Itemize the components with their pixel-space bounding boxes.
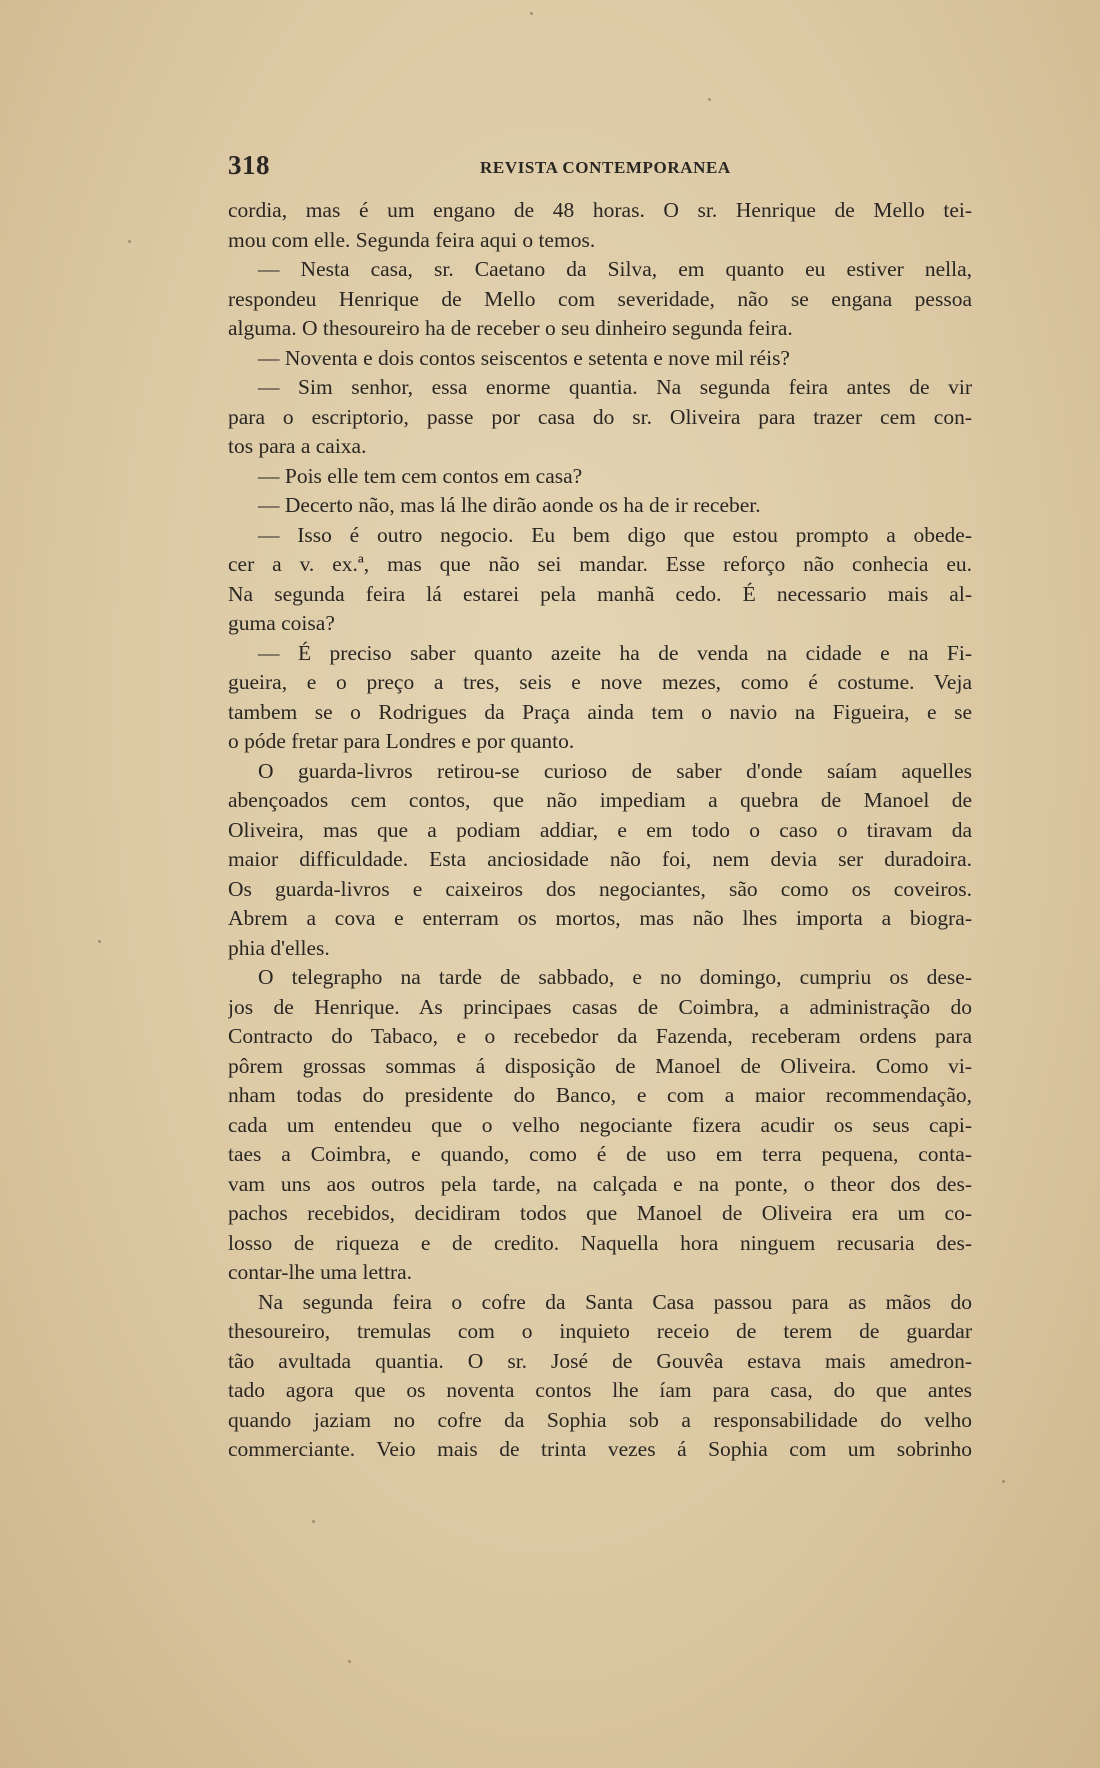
text-line: tambem se o Rodrigues da Praça ainda tem o navio na Figueira, e se — [228, 699, 972, 724]
text-line: — Noventa e dois contos seiscentos e setenta e nove mil réis? — [258, 345, 790, 370]
text-line: — Sim senhor, essa enorme quantia. Na segunda feira antes de vir — [258, 375, 972, 399]
text-line: — Pois elle tem cem contos em casa? — [258, 463, 583, 488]
text-line: taes a Coimbra, e quando, como é de uso em terra pequena, conta- — [228, 1142, 972, 1166]
text-line: phia d'elles. — [228, 935, 330, 960]
text-line: — Decerto não, mas lá lhe dirão aonde os ha de ir receber. — [258, 493, 761, 517]
text-line: pôrem grossas sommas á disposição de Manoel de Oliveira. Como vi- — [228, 1053, 972, 1078]
text-line: mou com elle. Segunda feira aqui o temos. — [228, 227, 596, 252]
text-line: quando jaziam no cofre da Sophia sob a responsabilidade do velho — [228, 1407, 972, 1432]
text-line: O guarda-livros retirou-se curioso de saber d'onde saíam aquelles — [258, 758, 972, 783]
page-header — [228, 150, 972, 184]
text-line: para o escriptorio, passe por casa do sr. Oliveira para trazer cem con- — [228, 404, 972, 429]
text-line: O telegrapho na tarde de sabbado, e no domingo, cumpriu os dese- — [258, 965, 972, 989]
text-line: losso de riqueza e de credito. Naquella hora ninguem recusaria des- — [228, 1230, 972, 1255]
text-line: Os guarda-livros e caixeiros dos negociantes, são como os coveiros. — [228, 876, 972, 901]
text-line: nham todas do presidente do Banco, e com a maior recommendação, — [228, 1083, 972, 1107]
text-line: cordia, mas é um engano de 48 horas. O sr. Henrique de Mello tei- — [228, 198, 972, 222]
text-line: vam uns aos outros pela tarde, na calçada e na ponte, o theor dos des- — [228, 1171, 972, 1196]
running-title: REVISTA CONTEMPORANEA — [480, 158, 731, 177]
paper-speck — [98, 940, 101, 943]
text-line: maior difficuldade. Esta anciosidade não foi, nem devia ser duradoira. — [228, 847, 972, 871]
text-line: thesoureiro, tremulas com o inquieto receio de terem de guardar — [228, 1319, 972, 1343]
text-line: — Isso é outro negocio. Eu bem digo que estou prompto a obede- — [258, 522, 972, 547]
paper-speck — [348, 1660, 351, 1663]
text-line: cer a v. ex.ª, mas que não sei mandar. Esse reforço não conhecia eu. — [228, 552, 972, 576]
body-text — [228, 196, 972, 1465]
text-line: tado agora que os noventa contos lhe íam para casa, do que antes — [228, 1378, 972, 1402]
text-line: guma coisa? — [228, 611, 335, 635]
text-line: Na segunda feira o cofre da Santa Casa passou para as mãos do — [258, 1289, 972, 1314]
paper-speck — [1002, 1480, 1005, 1483]
text-line: — Nesta casa, sr. Caetano da Silva, em quanto eu estiver nella, — [258, 257, 972, 281]
text-line: pachos recebidos, decidiram todos que Manoel de Oliveira era um co- — [228, 1201, 972, 1225]
text-line: Abrem a cova e enterram os mortos, mas não lhes importa a biogra- — [228, 906, 972, 930]
text-line: Oliveira, mas que a podiam addiar, e em todo o caso o tiravam da — [228, 817, 972, 842]
page-number: 318 — [228, 150, 270, 180]
paper-speck — [128, 240, 131, 243]
text-line: jos de Henrique. As principaes casas de Coimbra, a administração do — [228, 994, 972, 1019]
text-line: contar-lhe uma lettra. — [228, 1260, 413, 1284]
text-line: gueira, e o preço a tres, seis e nove mezes, como é costume. Veja — [228, 670, 972, 694]
text-line: respondeu Henrique de Mello com severidade, não se engana pessoa — [228, 286, 972, 311]
text-line: commerciante. Veio mais de trinta vezes á Sophia com um sobrinho — [228, 1437, 972, 1461]
text-line: tos para a caixa. — [228, 434, 367, 458]
text-line: o póde fretar para Londres e por quanto. — [228, 729, 575, 753]
text-line: — É preciso saber quanto azeite ha de venda na cidade e na Fi- — [258, 640, 972, 665]
paper-speck — [312, 1520, 315, 1523]
text-line: Na segunda feira lá estarei pela manhã cedo. É necessario mais al- — [228, 581, 972, 606]
paper-speck — [530, 12, 533, 15]
paper-speck — [708, 98, 711, 101]
text-line: cada um entendeu que o velho negociante fizera acudir os seus capi- — [228, 1112, 972, 1137]
text-line: abençoados cem contos, que não impediam a quebra de Manoel de — [228, 788, 972, 812]
text-line: tão avultada quantia. O sr. José de Gouvêa estava mais amedron- — [228, 1348, 972, 1373]
text-line: alguma. O thesoureiro ha de receber o seu dinheiro segunda feira. — [228, 316, 793, 340]
text-line: Contracto do Tabaco, e o recebedor da Fazenda, receberam ordens para — [228, 1024, 972, 1048]
